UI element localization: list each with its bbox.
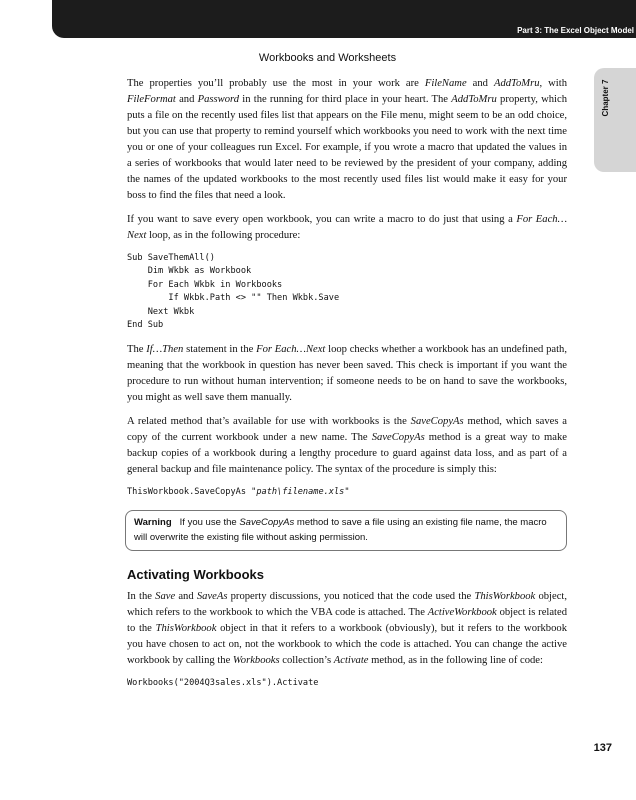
code-line: If Wkbk.Path <> "" Then Wkbk.Save	[127, 293, 340, 304]
warning-label: Warning	[134, 516, 172, 528]
term: SaveAs	[196, 590, 228, 602]
part-title: Part 3: The Excel Object Model	[517, 26, 634, 35]
term: Password	[197, 94, 240, 105]
code-text: "	[344, 487, 350, 498]
code-line: End Sub	[127, 320, 164, 331]
text: method is a great way to make backup copies of a workbook during a lengthy procedure to guard against data loss, and as part of a general backup and file maintenance policy. The syntax of the procedure is simply this:	[127, 432, 567, 476]
paragraph-if-then	[127, 342, 567, 406]
warning-box	[125, 510, 567, 551]
code-block-save-them-all	[127, 252, 567, 332]
text: property, which puts a file on the recently used files list that appears on the File menu, might seem to be an odd choice, but you can use that property to remind yourself which workbooks you need to work with the next time you or one of your colleagues run Excel. For example, if you wrote a macro that updated the values in a series of workbooks that would later need to be reviewed by the president of your company, adding the names of the updated workbooks to the most recently used files list would make it easy for your boss to find the files that need a look.	[127, 94, 567, 201]
term: AddToMru	[451, 94, 497, 105]
text: property discussions, you noticed that the code used the	[227, 590, 475, 602]
term: Save	[155, 590, 176, 602]
code-placeholder: path\filename.xls	[256, 487, 345, 498]
page-body	[127, 76, 567, 700]
term: For Each…Next	[127, 214, 567, 241]
text: in the running for third place in your heart. The	[239, 94, 452, 105]
text: collection’s	[279, 654, 334, 666]
term: AddToMru	[493, 78, 540, 89]
code-line: For Each Wkbk in Workbooks	[127, 279, 283, 290]
term: ThisWorkbook	[474, 590, 536, 602]
term: Workbooks	[232, 654, 280, 666]
code-line: Sub SaveThemAll()	[127, 253, 215, 263]
term: SaveCopyAs	[410, 416, 464, 428]
code-line: Next Wkbk	[127, 306, 195, 317]
term: SaveCopyAs	[239, 516, 295, 528]
page-number: 137	[593, 742, 612, 754]
text: If you want to save every open workbook, you can write a macro to do just that using a	[127, 214, 517, 225]
text: If you use the	[179, 516, 240, 528]
text: loop, as in the following procedure:	[146, 230, 301, 241]
text: object in that it refers to a workbook (obviously), but it refers to the workbook you have chosen to act on, not the workbook to which the code is attached. You can change the active workbook by calling the	[127, 622, 567, 666]
text: and	[466, 78, 494, 89]
chapter-tab-label: Chapter 7	[601, 79, 610, 117]
paragraph-activating	[127, 589, 567, 669]
text: loop checks whether a workbook has an undefined path, meaning that the workbook in question has never been saved. This check is important if you want the procedure to run without human intervention; if someone needs to be on hand to save the workbooks, you might as well save them manually.	[127, 344, 567, 404]
text: The	[127, 344, 147, 356]
paragraph-save-all	[127, 212, 567, 244]
chapter-tab	[594, 68, 636, 172]
term: ThisWorkbook	[155, 622, 217, 634]
text: object, which refers to the workbook to which the VBA code is attached. The	[127, 590, 567, 618]
code-line-savecopyas	[127, 486, 567, 499]
term: For Each…Next	[256, 344, 326, 356]
text: method to save a file using an existing file name, the macro will overwrite the existing file without asking permission.	[134, 516, 547, 543]
heading-activating-workbooks: Activating Workbooks	[127, 566, 265, 582]
text: The properties you’ll probably use the most in your work are	[127, 78, 425, 89]
text: A related method that’s available for use with workbooks is the	[127, 416, 411, 428]
text: and	[175, 94, 198, 105]
code-line: Dim Wkbk as Workbook	[127, 266, 252, 277]
running-section-header: Workbooks and Worksheets	[258, 52, 397, 64]
text: , with	[539, 78, 567, 89]
code-text: ThisWorkbook.SaveCopyAs "	[127, 487, 257, 498]
term: SaveCopyAs	[371, 432, 425, 444]
text: statement in the	[183, 344, 257, 356]
term: ActiveWorkbook	[427, 606, 497, 618]
paragraph-savecopyas	[127, 414, 567, 478]
text: In the	[127, 590, 156, 602]
term: Activate	[333, 654, 369, 666]
code-line-activate: Workbooks("2004Q3sales.xls").Activate	[127, 677, 319, 688]
text: object is related to the	[127, 606, 567, 634]
term: FileFormat	[127, 94, 176, 105]
paragraph-properties	[127, 76, 567, 204]
term: FileName	[424, 78, 467, 89]
top-header-bar	[52, 0, 636, 38]
text: and	[175, 590, 197, 602]
term: If…Then	[146, 344, 184, 356]
text: method, which saves a copy of the current workbook under a new name. The	[127, 416, 568, 444]
text: method, as in the following line of code:	[368, 654, 543, 666]
